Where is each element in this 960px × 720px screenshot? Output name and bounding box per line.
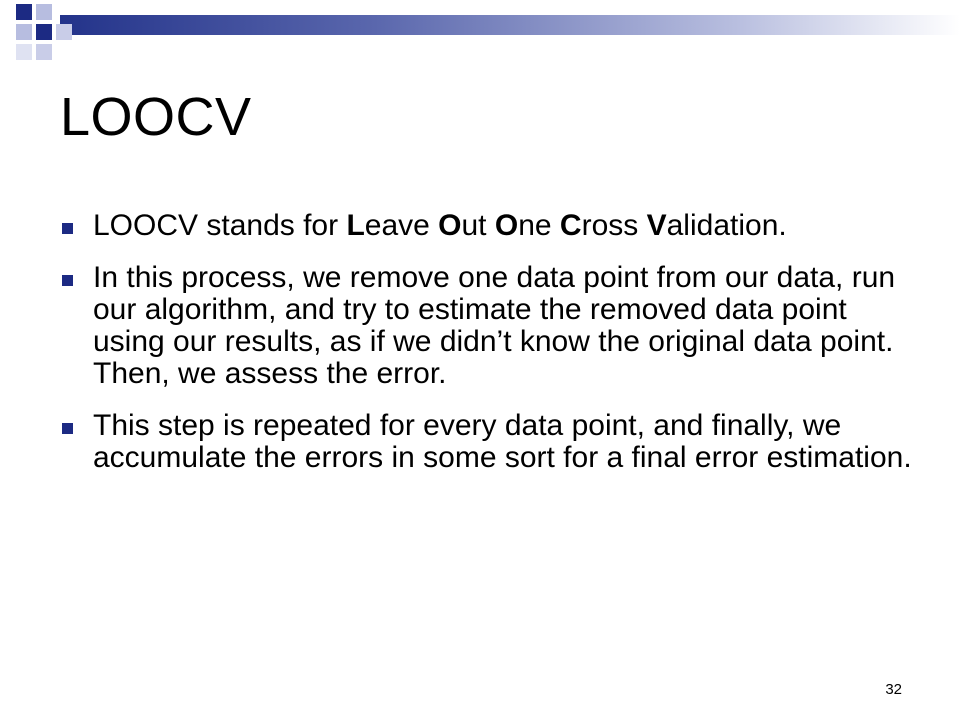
bullet-text-bold-letter: V — [646, 209, 667, 242]
bullet-text-segment: alidation. — [666, 209, 787, 242]
bullet-text-bold-letter: L — [346, 209, 365, 242]
header-square-decoration — [16, 24, 32, 40]
bullet-text — [93, 209, 787, 242]
square-bullet-icon — [62, 223, 73, 234]
header-square-decoration — [16, 4, 32, 20]
bullet-text: This step is repeated for every data point, and finally, we accumulate the errors in some sort for a final error estimation. — [93, 409, 912, 474]
bullet-text-bold-letter: C — [559, 209, 582, 242]
bullet-text-bold-letter: O — [438, 209, 462, 242]
header-square-decoration — [36, 24, 52, 40]
header-square-decoration — [16, 44, 32, 60]
bullet-item — [60, 410, 920, 474]
bullet-text-segment: LOOCV stands for — [93, 209, 347, 242]
bullet-item — [60, 210, 920, 242]
bullet-text-segment: ut — [461, 209, 495, 242]
bullet-text-segment: eave — [364, 209, 439, 242]
bullet-text-bold-letter: O — [494, 209, 519, 242]
page-number: 32 — [885, 681, 902, 698]
header-square-decoration — [36, 4, 52, 20]
bullet-list — [60, 210, 920, 494]
header-square-decoration — [36, 44, 52, 60]
bullet-text-segment: ne — [518, 209, 560, 242]
bullet-item — [60, 262, 920, 390]
slide-title: LOOCV — [60, 87, 252, 147]
bullet-text-segment: ross — [581, 209, 647, 242]
square-bullet-icon — [62, 423, 73, 434]
bullet-text: In this process, we remove one data point from our data, run our algorithm, and try to estimate the removed data point using our results, as if we didn’t know the original data point. Then, we assess the error. — [93, 261, 896, 390]
square-bullet-icon — [62, 275, 73, 286]
header-square-decoration — [56, 24, 72, 40]
header-decoration-bar — [60, 15, 960, 35]
